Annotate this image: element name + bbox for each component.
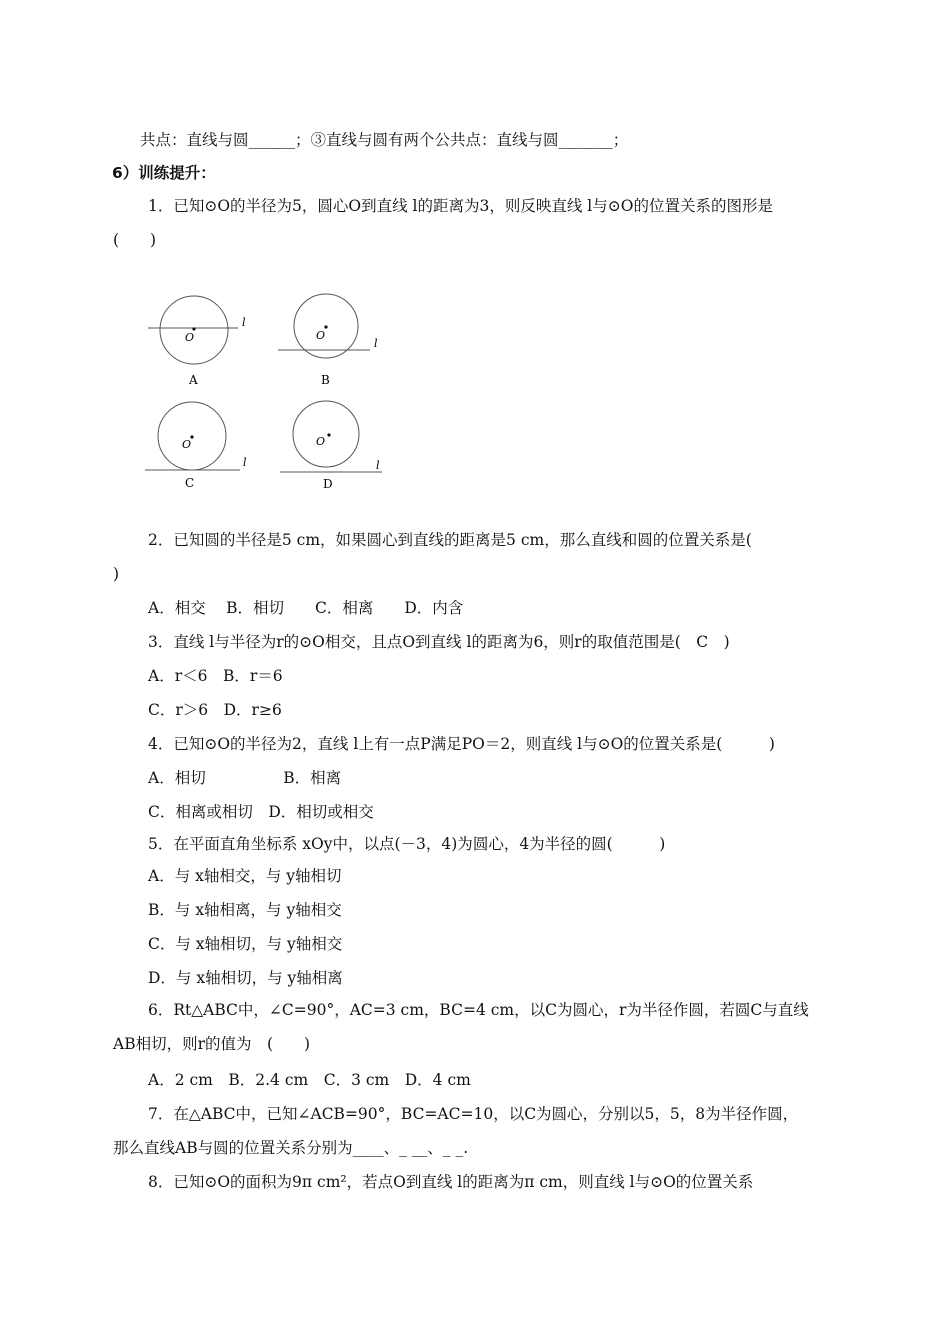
q6-options: A．2 cm B．2.4 cm C．3 cm D．4 cm (148, 1071, 471, 1089)
figure-a-line-label: l (242, 316, 246, 329)
q2-line2: ) (113, 565, 120, 583)
q7-line2: 那么直线AB与圆的位置关系分别为____、_ __、_ _. (113, 1139, 469, 1157)
figure-option-d (280, 401, 382, 491)
figure-option-b (278, 294, 378, 387)
figure-c-caption: C (185, 476, 195, 490)
q4-options-1: A．相切 B．相离 (148, 769, 342, 787)
figure-b-center-label: O (316, 329, 326, 342)
q6-line2: AB相切，则r的值为 ( ) (113, 1035, 311, 1053)
q6-line1: 6．Rt△ABC中，∠C=90°，AC=3 cm，BC=4 cm，以C为圆心，r为半径作圆，若圆C与直线 (148, 1001, 809, 1019)
figure-option-c (145, 402, 247, 490)
circle-line-figures (130, 282, 400, 502)
figure-option-a (148, 296, 246, 387)
q1-line2: ( ) (113, 231, 157, 249)
figure-a-caption: A (189, 373, 198, 387)
figure-b-line-label: l (374, 337, 378, 350)
q2-line1: 2．已知圆的半径是5 cm，如果圆心到直线的距离是5 cm，那么直线和圆的位置关系是( (148, 531, 752, 549)
q8-line1: 8．已知⊙O的面积为9π cm²，若点O到直线 l的距离为π cm，则直线 l与⊙O的位置关系 (148, 1173, 754, 1191)
q1-line1: 1．已知⊙O的半径为5，圆心O到直线 l的距离为3，则反映直线 l与⊙O的位置关系的图形是 (148, 197, 773, 215)
q4-line: 4．已知⊙O的半径为2，直线 l上有一点P满足PO＝2，则直线 l与⊙O的位置关系是( ) (148, 735, 775, 753)
figure-c-center-label: O (182, 438, 192, 451)
q3-options-2: C．r＞6 D．r≥6 (148, 701, 282, 719)
q3-options-1: A．r＜6 B．r＝6 (148, 667, 283, 685)
figure-d-line-label: l (376, 459, 380, 472)
section-heading: 6）训练提升： (112, 164, 216, 182)
q5-option-b: B．与 x轴相离，与 y轴相交 (148, 901, 342, 919)
q3-line: 3．直线 l与半径为r的⊙O相交，且点O到直线 l的距离为6，则r的取值范围是( C ) (148, 633, 730, 651)
figure-d-center-label: O (316, 435, 326, 448)
q7-line1: 7．在△ABC中，已知∠ACB=90°，BC=AC=10，以C为圆心，分别以5，5，8为半径作圆， (148, 1105, 799, 1123)
figure-c-line-label: l (243, 456, 247, 469)
q5-line: 5．在平面直角坐标系 xOy中，以点(－3，4)为圆心，4为半径的圆( ) (148, 835, 666, 853)
figure-a-center-label: O (185, 331, 195, 344)
q2-options: A．相交 B．相切 C．相离 D．内含 (148, 599, 464, 617)
figure-b-caption: B (321, 373, 330, 387)
q5-option-c: C．与 x轴相切，与 y轴相交 (148, 935, 343, 953)
q4-options-2: C．相离或相切 D．相切或相交 (148, 803, 374, 821)
q5-option-d: D．与 x轴相切，与 y轴相离 (148, 969, 343, 987)
figure-d-caption: D (323, 477, 333, 491)
intro-line: 共点：直线与圆______；③直线与圆有两个公共点：直线与圆_______； (140, 131, 629, 149)
q5-option-a: A．与 x轴相交，与 y轴相切 (148, 867, 342, 885)
